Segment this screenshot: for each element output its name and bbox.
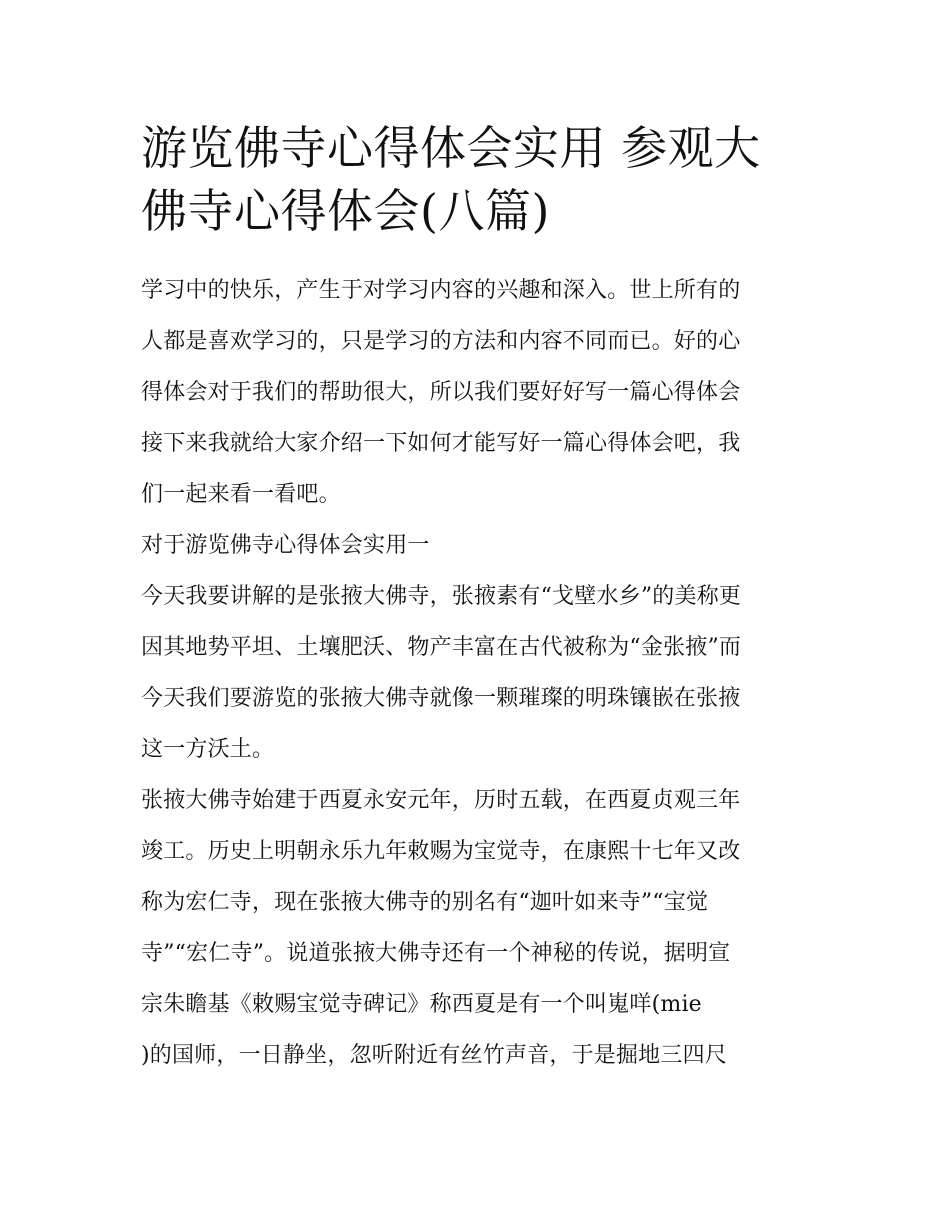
document-content: [141, 117, 821, 1081]
text-line: 张掖大佛寺始建于西夏永安元年，历时五载，在西夏贞观三年: [141, 788, 741, 813]
text-line: 今天我要讲解的是张掖大佛寺，张掖素有“戈壁水乡”的美称更: [141, 584, 742, 609]
text-line: 学习中的快乐，产生于对学习内容的兴趣和深入。世上所有的: [141, 278, 741, 303]
text-line: 称为宏仁寺，现在张掖大佛寺的别名有“迦叶如来寺”“宝觉: [141, 890, 709, 915]
text-line: 人都是喜欢学习的，只是学习的方法和内容不同而已。好的心: [141, 329, 741, 354]
text-line: 接下来我就给大家介绍一下如何才能写好一篇心得体会吧，我: [141, 431, 741, 456]
text-line: 竣工。历史上明朝永乐九年敕赐为宝觉寺，在康熙十七年又改: [141, 839, 741, 864]
text-line: 这一方沃土。: [141, 737, 275, 762]
title-line: 游览佛寺心得体会实用 参观大: [141, 121, 761, 175]
title-line: 佛寺心得体会(八篇): [141, 184, 550, 238]
text-line: 们一起来看一看吧。: [141, 482, 341, 507]
text-line: 寺”“宏仁寺”。说道张掖大佛寺还有一个神秘的传说，据明宣: [141, 941, 731, 966]
text-line: 得体会对于我们的帮助很大，所以我们要好好写一篇心得体会: [141, 380, 741, 405]
document-body: [141, 265, 821, 1081]
section-heading: 对于游览佛寺心得体会实用一: [141, 533, 430, 558]
text-line: 因其地势平坦、土壤肥沃、物产丰富在古代被称为“金张掖”而: [141, 635, 742, 660]
text-line: )的国师，一日静坐，忽听附近有丝竹声音，于是掘地三四尺: [141, 1043, 727, 1068]
text-line: 宗朱瞻基《敕赐宝觉寺碑记》称西夏是有一个叫嵬咩(mie: [141, 992, 702, 1017]
document-title: [141, 117, 821, 243]
text-line: 今天我们要游览的张掖大佛寺就像一颗璀璨的明珠镶嵌在张掖: [141, 686, 741, 711]
